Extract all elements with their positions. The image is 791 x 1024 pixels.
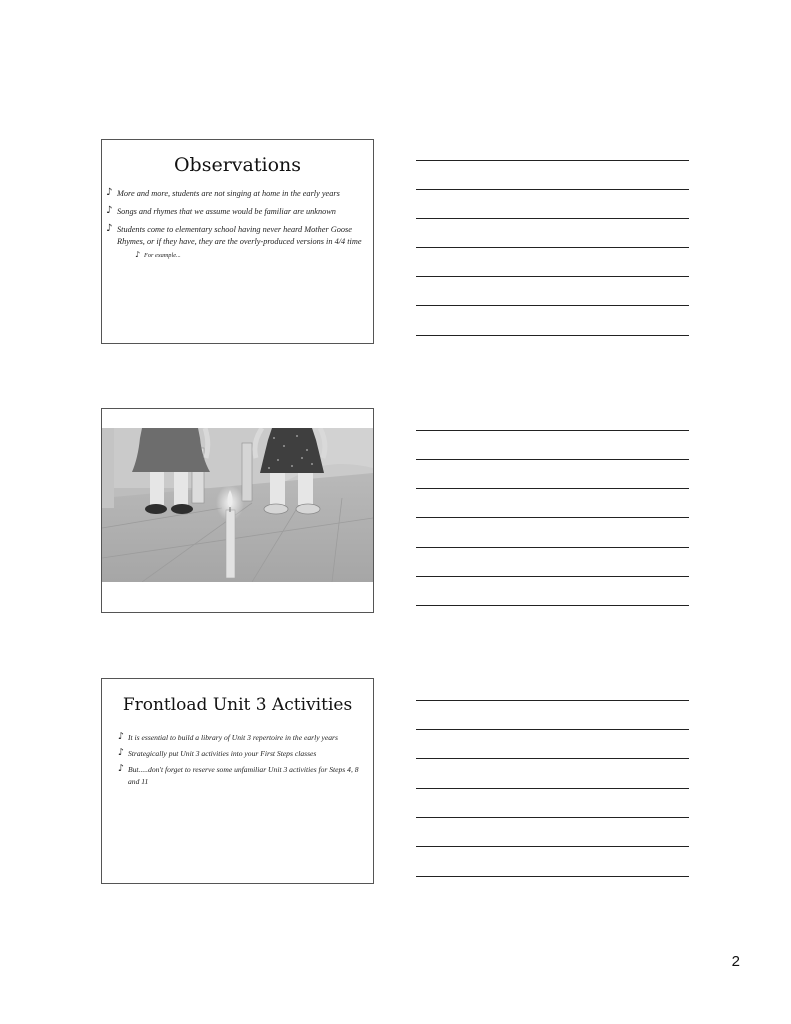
bullet-item	[118, 732, 363, 744]
sub-bullet-item	[106, 251, 369, 260]
bullet-text: But.....don't forget to reserve some unfamiliar Unit 3 activities for Steps 4, 8 and 11	[128, 765, 359, 786]
note-line	[416, 729, 689, 730]
bullet-text: It is essential to build a library of Unit 3 repertoire in the early years	[128, 733, 338, 742]
bullet-text: Strategically put Unit 3 activities into your First Steps classes	[128, 749, 317, 758]
note-line	[416, 335, 689, 336]
slide-image	[101, 408, 374, 613]
slide-title: Observations	[173, 154, 302, 176]
note-line	[416, 758, 689, 759]
music-note-icon: ♪	[118, 763, 125, 774]
music-note-icon: ♪	[118, 747, 125, 758]
note-line	[416, 488, 689, 489]
note-line	[416, 700, 689, 701]
note-line	[416, 218, 689, 219]
note-line	[416, 160, 689, 161]
page-number: 2	[731, 953, 740, 970]
note-line	[416, 605, 689, 606]
music-note-icon: ♪	[118, 731, 125, 742]
note-line	[416, 576, 689, 577]
note-line	[416, 459, 689, 460]
note-line	[416, 876, 689, 877]
bullet-item	[106, 188, 369, 200]
bullet-item	[118, 764, 363, 788]
cartoon-children-candle-scene-icon	[102, 428, 373, 582]
music-note-icon: ♪	[106, 205, 113, 216]
bullet-text: Songs and rhymes that we assume would be familiar are unknown	[117, 207, 336, 216]
bullet-text: Students come to elementary school having never heard Mother Goose Rhymes, or if they have, they are the overly-produced versions in 4/4 time	[117, 225, 362, 246]
music-note-icon: ♪	[135, 250, 141, 259]
music-note-icon: ♪	[106, 187, 113, 198]
note-line	[416, 817, 689, 818]
note-line	[416, 430, 689, 431]
bullet-list	[102, 188, 373, 260]
slide-title: Frontload Unit 3 Activities	[122, 695, 353, 715]
note-line	[416, 517, 689, 518]
note-line	[416, 846, 689, 847]
slide-observations	[101, 139, 374, 344]
note-line	[416, 788, 689, 789]
note-line	[416, 247, 689, 248]
note-line	[416, 305, 689, 306]
bullet-list	[102, 732, 373, 788]
music-note-icon: ♪	[106, 223, 113, 234]
bullet-item	[118, 748, 363, 760]
note-line	[416, 189, 689, 190]
sub-bullet-text: For example...	[144, 252, 181, 259]
bullet-item	[106, 206, 369, 218]
slide-frontload-unit3	[101, 678, 374, 884]
bullet-text: More and more, students are not singing at home in the early years	[117, 189, 340, 198]
note-line	[416, 276, 689, 277]
bullet-item	[106, 224, 369, 248]
note-line	[416, 547, 689, 548]
